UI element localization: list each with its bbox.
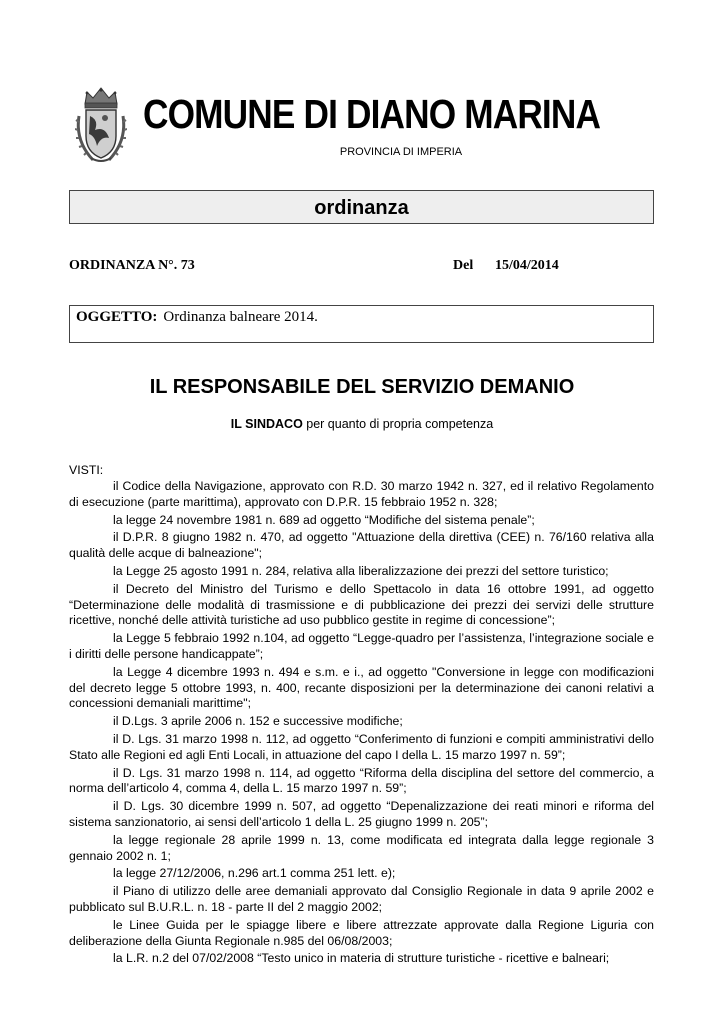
mayor-label: IL SINDACO	[230, 417, 303, 431]
section-subheading	[0, 417, 724, 431]
province-subtitle: PROVINCIA DI IMPERIA	[339, 146, 463, 158]
document-type-banner	[69, 190, 654, 224]
legal-reference: la L.R. n.2 del 07/02/2008 “Testo unico in materia di strutture turistiche - ricettive e balneari;	[113, 951, 610, 966]
legal-references-list	[69, 479, 654, 969]
legal-reference: le Linee Guida per le spiagge libere e libere attrezzate approvate dalla Regione Liguria con deliberazione della Giunta Regionale n.985 del 06/08/2003;	[69, 917, 654, 948]
legal-reference: la legge regionale 28 aprile 1999 n. 13, come modificata ed integrata dalla legge regionale 3 gennaio 2002 n. 1;	[69, 832, 654, 863]
legal-reference: il D. Lgs. 31 marzo 1998 n. 112, ad oggetto “Conferimento di funzioni e compiti amministrativi dello Stato alle Regioni ed agli Enti Locali, in attuazione del capo I della L. 15 marzo 1997 n. 59”;	[69, 731, 654, 762]
ordinance-date-label: Del	[453, 258, 474, 273]
legal-reference: il D. Lgs. 30 dicembre 1999 n. 507, ad oggetto “Depenalizzazione dei reati minori e riforma del sistema sanzionatorio, ai sensi dell’articolo 1 della L. 25 giugno 1999 n. 205”;	[69, 799, 654, 829]
legal-reference: la Legge 25 agosto 1991 n. 284, relativa alla liberalizzazione dei prezzi del settore turistico;	[113, 563, 609, 578]
legal-reference: il Codice della Navigazione, approvato con R.D. 30 marzo 1942 n. 327, ed il relativo Regolamento di esecuzione (parte marittima), approvato con D.P.R. 15 febbraio 1952 n. 328;	[69, 479, 654, 509]
legal-reference: la legge 27/12/2006, n.296 art.1 comma 251 lett. e);	[113, 866, 396, 881]
section-heading: IL RESPONSABILE DEL SERVIZIO DEMANIO	[149, 376, 575, 398]
subject-box	[69, 305, 654, 343]
legal-reference: il D.P.R. 8 giugno 1982 n. 470, ad oggetto "Attuazione della direttiva (CEE) n. 76/160 relativa alla qualità delle acque di balneazione";	[69, 530, 654, 561]
legal-reference: la Legge 5 febbraio 1992 n.104, ad oggetto “Legge-quadro per l’assistenza, l’integrazione sociale e i diritti delle persone handicappate”;	[69, 631, 654, 661]
legal-reference: la legge 24 novembre 1981 n. 689 ad oggetto “Modifiche del sistema penale”;	[113, 512, 535, 527]
mayor-competence-text: per quanto di propria competenza	[302, 417, 494, 431]
subject-text: Ordinanza balneare 2014.	[163, 309, 318, 325]
legal-reference: il Piano di utilizzo delle aree demaniali approvato dal Consiglio Regionale in data 9 aprile 2002 e pubblicato sul B.U.R.L. n. 18 - parte II del 2 maggio 2002;	[69, 884, 654, 914]
ordinance-date: 15/04/2014	[495, 258, 559, 273]
subject-label: OGGETTO:	[76, 309, 158, 325]
page-title: COMUNE DI DIANO MARINA	[143, 91, 601, 137]
legal-reference: il Decreto del Ministro del Turismo e dello Spettacolo in data 16 ottobre 1991, ad oggetto “Determinazione delle modalità di trasmissione e di pubblicazione dei prezzi dei servizi delle strutture ricettive, nonché delle attività turistiche ad uso pubblico gestite in regime di concessione”;	[69, 581, 654, 628]
document-type-label: ordinanza	[314, 197, 409, 219]
legal-reference: il D.Lgs. 3 aprile 2006 n. 152 e successive modifiche;	[113, 714, 403, 729]
legal-reference: il D. Lgs. 31 marzo 1998 n. 114, ad oggetto “Riforma della disciplina del settore del commercio, a norma dell’articolo 4, comma 4, della L. 15 marzo 1997 n. 59”;	[69, 765, 654, 796]
visti-label: VISTI:	[69, 463, 104, 477]
legal-reference: la Legge 4 dicembre 1993 n. 494 e s.m. e i., ad oggetto "Conversione in legge con modificazioni del decreto legge 5 ottobre 1993, n. 400, recante disposizioni per la determinazione dei canoni relativi a concessioni demaniali marittime";	[69, 664, 654, 711]
ordinance-number: ORDINANZA N°. 73	[69, 258, 195, 273]
